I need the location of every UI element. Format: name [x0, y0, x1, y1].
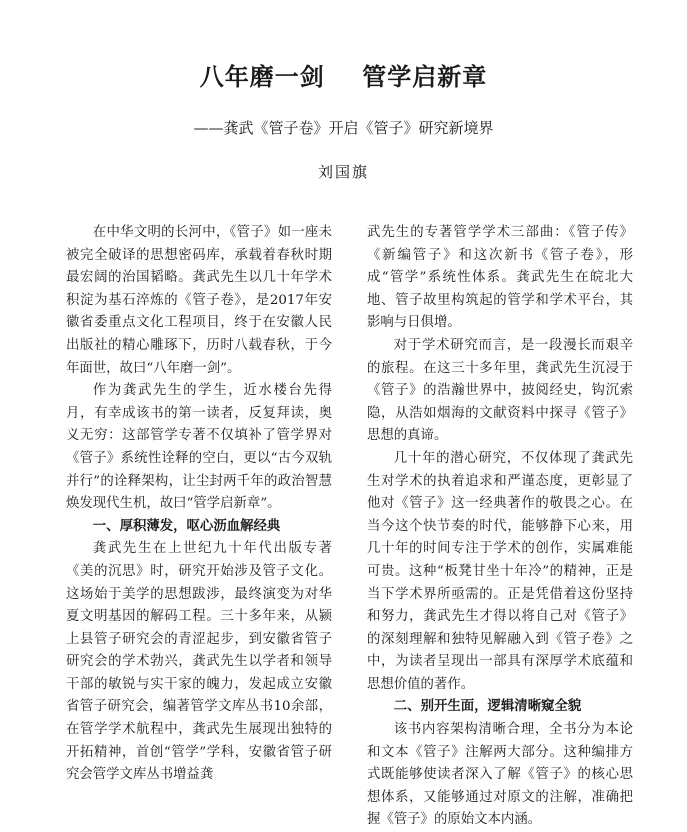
author-name: 刘国旗	[317, 163, 369, 181]
paragraph-continued: 武先生的专著管学学术三部曲：《管子传》《新编管子》和这次新书《管子卷》，形成“管学”系统性体系。龚武先生在皖北大地、管子故里构筑起的管学和学术平台，其影响与日俱增。	[367, 225, 633, 331]
paragraph: 龚武先生在上世纪九十年代出版专著《美的沉思》时，研究开始涉及管子文化。这场始于美学的思想跋涉，最终演变为对华夏文明基因的解码工程。三十多年来，从颍上县管子研究会的青涩起步，到安徽省管子研究会的学术勃兴，龚武先生以学者和领导干部的敏锐与实干家的魄力，发起成立安徽省管子研究会，编著管学文库丛书10余部，在管学学术航程中，龚武先生展现出独特的开拓精神，首创“管学”学科，安徽省管子研究会管学文库丛书增益龚	[66, 541, 332, 783]
article-title: 八年磨一剑 管学启新章	[199, 63, 488, 91]
paragraph: 几十年的潜心研究，不仅体现了龚武先生对学术的执着追求和严谨态度，更彰显了他对《管子》这一经典著作的敬畏之心。在当今这个快节奏的时代，能够静下心来，用几十年的时间专注于学术的创作，实属难能可贵。这种“板凳甘坐十年冷”的精神，正是当下学术界所亟需的。正是凭借着这份坚持和努力，龚武先生才得以将自己对《管子》的深刻理解和独特见解融入到《管子卷》之中，为读者呈现出一部具有深厚学术底蕴和思想价值的著作。	[367, 450, 633, 692]
right-column	[367, 222, 633, 832]
paragraph: 作为龚武先生的学生，近水楼台先得月，有幸成该书的第一读者，反复拜读，奥义无穷：这部管学专著不仅填补了管学界对《管子》系统性诠释的空白，更以“古今双轨并行”的诠释架构，让尘封两千年的政治智慧焕发现代生机，故曰“管学启新章”。	[66, 383, 332, 512]
paragraph: 该书内容架构清晰合理，全书分为本论和文本《管子》注解两大部分。这种编排方式既能够使读者深入了解《管子》的核心思想体系，又能够通过对原文的注解，准确把握《管子》的原始文本内涵。	[367, 722, 633, 828]
article-subtitle: ——龚武《管子卷》开启《管子》研究新境界	[193, 119, 494, 137]
section-heading: 一、厚积薄发，呕心沥血解经典	[92, 518, 281, 534]
paragraph: 对于学术研究而言，是一段漫长而艰辛的旅程。在这三十多年里，龚武先生沉浸于《管子》的浩瀚世界中，披阅经史，钩沉索隐，从浩如烟海的文献资料中探寻《管子》思想的真谛。	[367, 337, 633, 444]
section-heading: 二、别开生面，逻辑清晰窥全貌	[393, 699, 582, 715]
left-column	[66, 222, 332, 787]
paragraph: 在中华文明的长河中，《管子》如一座未被完全破译的思想密码库，承载着春秋时期最宏阔的治国韬略。龚武先生以几十年学术积淀为基石淬炼的《管子卷》，是2017年安徽省委重点文化工程项目，终于在安徽人民出版社的精心雕琢下，历时八载春秋，于今年面世，故曰“八年磨一剑”。	[66, 225, 332, 376]
